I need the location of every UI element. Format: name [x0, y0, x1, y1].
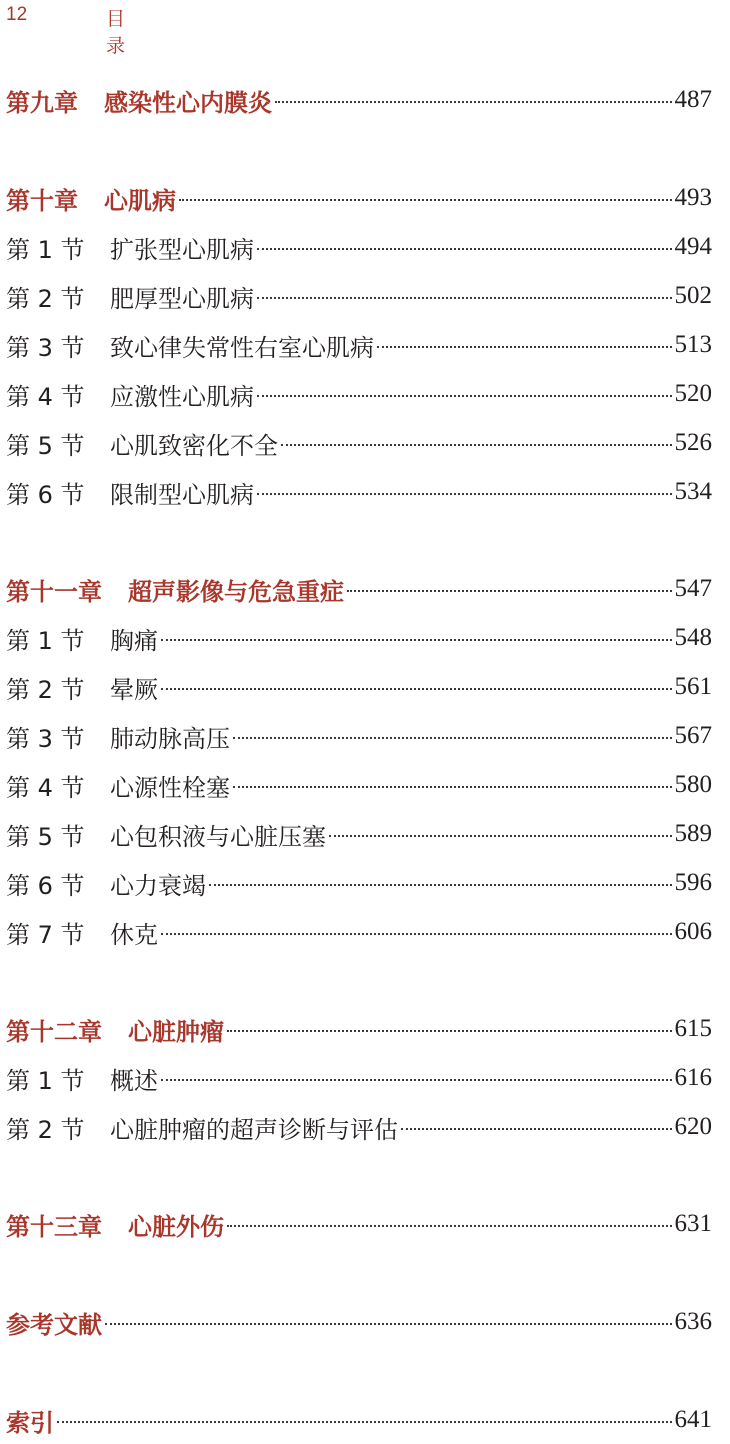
page-ref: 513	[674, 331, 712, 358]
toc-section-entry[interactable]	[6, 374, 712, 414]
section-number: 第 2 节	[6, 1115, 85, 1144]
page-ref: 631	[674, 1210, 712, 1237]
dot-leader	[377, 346, 672, 348]
chapter-title: 参考文献	[6, 1310, 102, 1339]
page-ref: 502	[674, 282, 712, 309]
dot-leader	[281, 444, 672, 446]
chapter-title: 超声影像与危急重症	[128, 577, 344, 606]
section-number: 第 2 节	[6, 675, 85, 704]
dot-leader	[161, 688, 672, 690]
toc-section-entry[interactable]	[6, 1107, 712, 1147]
dot-leader	[227, 1225, 672, 1227]
section-number: 第 4 节	[6, 773, 85, 802]
page-ref: 620	[674, 1113, 712, 1140]
section-number: 第 6 节	[6, 871, 85, 900]
page-ref: 589	[674, 820, 712, 847]
dot-leader	[161, 933, 672, 935]
section-number: 第 5 节	[6, 822, 85, 851]
dot-leader	[233, 786, 672, 788]
chapter-title: 心脏肿瘤	[128, 1017, 224, 1046]
page-ref: 596	[674, 869, 712, 896]
dot-leader	[275, 101, 672, 103]
section-title: 心脏肿瘤的超声诊断与评估	[110, 1115, 398, 1144]
section-number: 第 6 节	[6, 480, 85, 509]
chapter-title: 心肌病	[104, 186, 176, 215]
running-title: 目录	[106, 8, 126, 57]
toc-section-entry[interactable]	[6, 423, 712, 463]
page-ref: 606	[674, 918, 712, 945]
dot-leader	[347, 590, 672, 592]
section-title: 应激性心肌病	[110, 382, 254, 411]
page-ref: 526	[674, 429, 712, 456]
toc-section-entry[interactable]	[6, 667, 712, 707]
chapter-number: 第十章	[6, 186, 78, 215]
dot-leader	[161, 639, 672, 641]
dot-leader	[257, 395, 672, 397]
toc-section-entry[interactable]	[6, 716, 712, 756]
toc-section-entry[interactable]	[6, 472, 712, 512]
toc-section-entry[interactable]	[6, 325, 712, 365]
section-title: 晕厥	[110, 675, 158, 704]
page-ref: 561	[674, 673, 712, 700]
chapter-title: 心脏外伤	[128, 1212, 224, 1241]
page-ref: 567	[674, 722, 712, 749]
chapter-number: 第十二章	[6, 1017, 102, 1046]
dot-leader	[401, 1128, 672, 1130]
page-ref: 534	[674, 478, 712, 505]
toc-chapter-entry[interactable]	[6, 178, 712, 218]
toc-section-entry[interactable]	[6, 814, 712, 854]
toc-chapter-entry[interactable]	[6, 1009, 712, 1049]
toc-chapter-entry[interactable]	[6, 569, 712, 609]
chapter-title: 感染性心内膜炎	[104, 88, 272, 117]
page-ref: 615	[674, 1015, 712, 1042]
chapter-title: 索引	[6, 1408, 54, 1437]
page-ref: 493	[674, 184, 712, 211]
toc-section-entry[interactable]	[6, 765, 712, 805]
section-number: 第 2 节	[6, 284, 85, 313]
section-number: 第 5 节	[6, 431, 85, 460]
toc-section-entry[interactable]	[6, 276, 712, 316]
page-ref: 616	[674, 1064, 712, 1091]
section-number: 第 1 节	[6, 235, 85, 264]
toc-section-entry[interactable]	[6, 863, 712, 903]
toc-chapter-entry[interactable]	[6, 80, 712, 120]
section-title: 肺动脉高压	[110, 724, 230, 753]
section-number: 第 7 节	[6, 920, 85, 949]
page-ref: 641	[674, 1406, 712, 1433]
section-title: 休克	[110, 920, 158, 949]
section-number: 第 1 节	[6, 1066, 85, 1095]
page-number: 12	[6, 4, 28, 25]
section-title: 心肌致密化不全	[110, 431, 278, 460]
page-ref: 494	[674, 233, 712, 260]
toc-section-entry[interactable]	[6, 912, 712, 952]
chapter-number: 第十三章	[6, 1212, 102, 1241]
dot-leader	[257, 248, 672, 250]
page-ref: 487	[674, 86, 712, 113]
section-title: 心力衰竭	[110, 871, 206, 900]
section-number: 第 4 节	[6, 382, 85, 411]
toc-section-entry[interactable]	[6, 618, 712, 658]
section-number: 第 3 节	[6, 333, 85, 362]
section-title: 心包积液与心脏压塞	[110, 822, 326, 851]
dot-leader	[209, 884, 672, 886]
section-number: 第 3 节	[6, 724, 85, 753]
dot-leader	[161, 1079, 672, 1081]
toc-section-entry[interactable]	[6, 1058, 712, 1098]
section-title: 致心律失常性右室心肌病	[110, 333, 374, 362]
chapter-number: 第九章	[6, 88, 78, 117]
dot-leader	[227, 1030, 672, 1032]
section-title: 心源性栓塞	[110, 773, 230, 802]
section-title: 限制型心肌病	[110, 480, 254, 509]
dot-leader	[179, 199, 672, 201]
section-title: 概述	[110, 1066, 158, 1095]
page-ref: 520	[674, 380, 712, 407]
dot-leader	[57, 1421, 672, 1423]
section-title: 胸痛	[110, 626, 158, 655]
dot-leader	[329, 835, 672, 837]
page-ref: 580	[674, 771, 712, 798]
chapter-number: 第十一章	[6, 577, 102, 606]
section-title: 肥厚型心肌病	[110, 284, 254, 313]
toc-chapter-entry[interactable]	[6, 1302, 712, 1342]
section-title: 扩张型心肌病	[110, 235, 254, 264]
section-number: 第 1 节	[6, 626, 85, 655]
page-ref: 636	[674, 1308, 712, 1335]
dot-leader	[105, 1323, 672, 1325]
dot-leader	[257, 493, 672, 495]
page-ref: 547	[674, 575, 712, 602]
dot-leader	[233, 737, 672, 739]
toc-chapter-entry[interactable]	[6, 1204, 712, 1244]
toc-section-entry[interactable]	[6, 227, 712, 267]
page-ref: 548	[674, 624, 712, 651]
toc-chapter-entry[interactable]	[6, 1400, 712, 1440]
dot-leader	[257, 297, 672, 299]
